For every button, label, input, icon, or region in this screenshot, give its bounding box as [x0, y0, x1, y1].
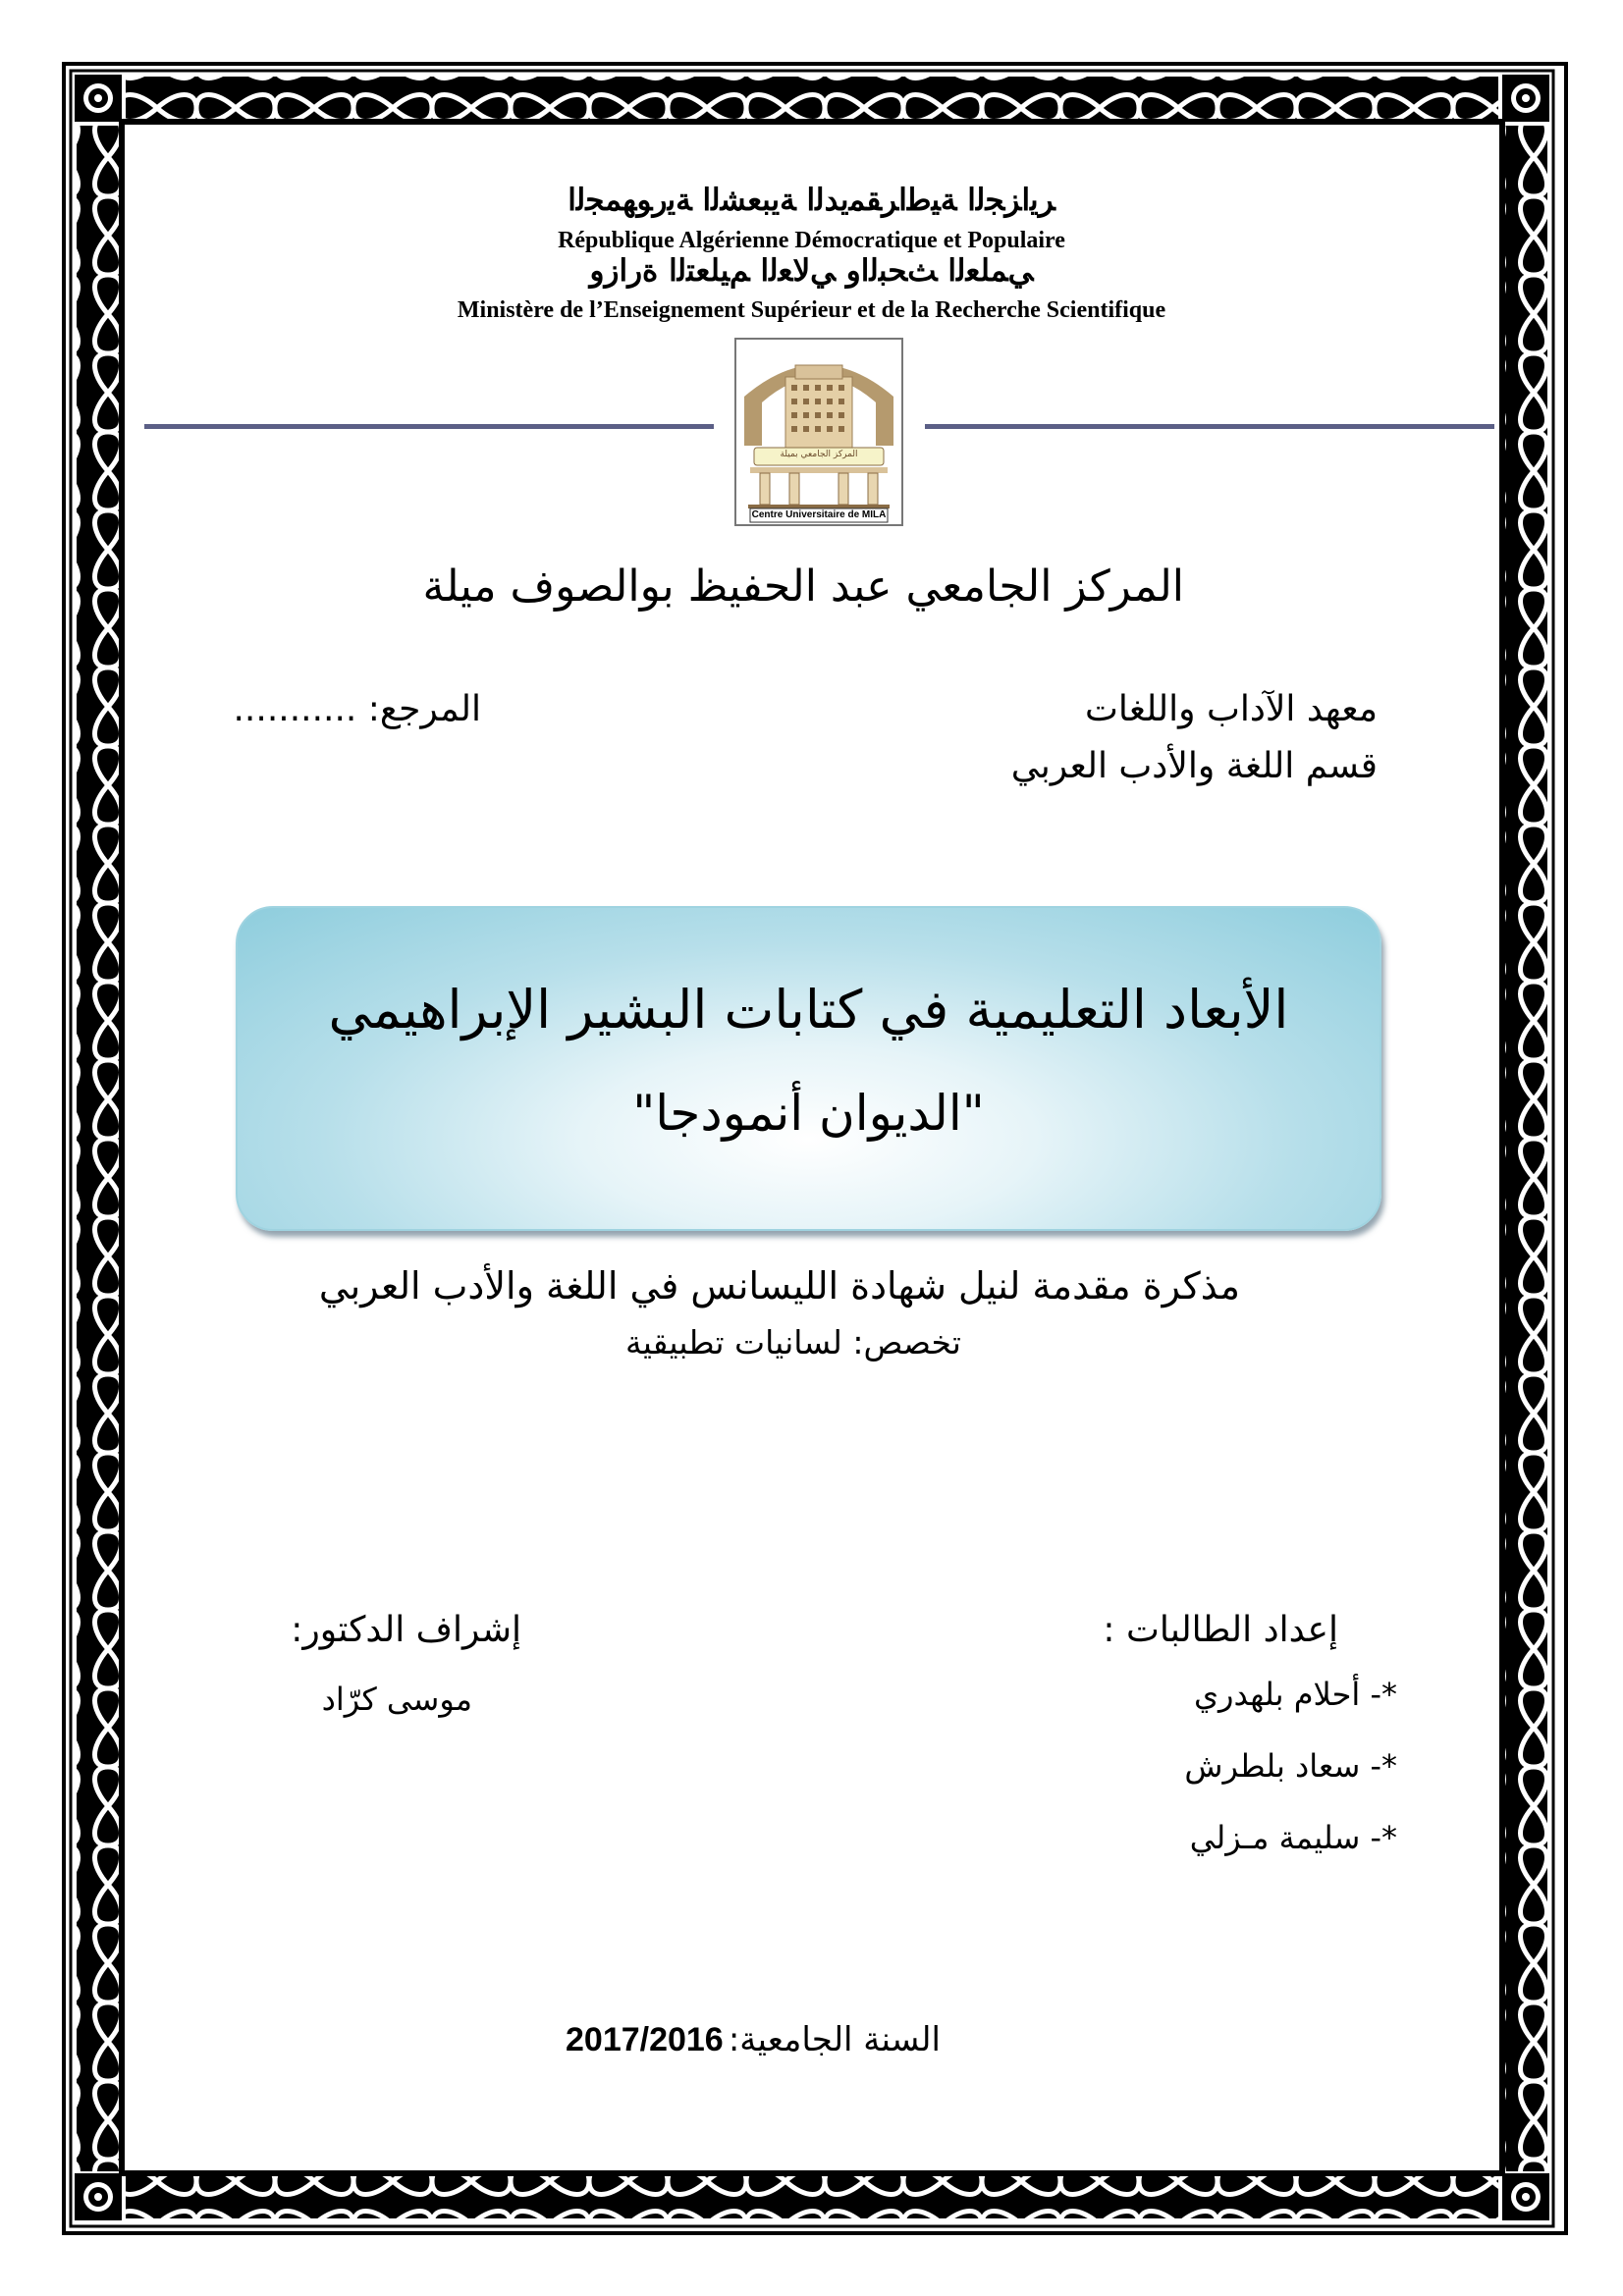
logo-caption: Centre Universitaire de MILA	[751, 509, 887, 520]
thesis-title: الأبعاد التعليمية في كتابات البشير الإبراهيمي	[328, 979, 1289, 1041]
students-label: إعداد الطالبات :	[1103, 1610, 1338, 1650]
supervisor-label: إشراف الدكتور:	[291, 1610, 521, 1650]
academic-year-label: السنة الجامعية:	[728, 2020, 941, 2059]
thesis-subtitle: "الديوان أنمودجا"	[632, 1085, 985, 1142]
header-rule-right	[925, 424, 1494, 429]
institute-name: معهد الآداب واللغات	[1085, 689, 1378, 729]
university-logo	[734, 338, 903, 526]
academic-year	[566, 2020, 941, 2059]
header-arabic-garbled-2: ﻲﻤﻠﻌﻟﺍ ﺚﺤﺒﻟﺍﻭ ﻲﻟﺎﻌﻟﺍ ﻢﻴﻠﻌﺘﻟﺍ ﺓﺭﺍﺯﻭ	[589, 253, 1034, 289]
institution-name: المركز الجامعي عبد الحفيظ بوالصوف ميلة	[422, 561, 1184, 612]
supervisor-name: موسى كرّاد	[321, 1681, 472, 1718]
memo-description: مذكرة مقدمة لنيل شهادة الليسانس في اللغة والأدب العربي	[318, 1264, 1240, 1308]
student-item: *- سليمة مـزلي	[1189, 1819, 1397, 1856]
header-arabic-garbled-1: ﺮﻳﺍﺰﺠﻟﺍ ﺔﻴﻃﺍﺮﻘﻤﻳﺪﻟﺍ ﺔﻳﺒﻌﺸﻟﺍ ﺔﻳﺭﻮﻬﻤﺠﻟﺍ	[568, 183, 1055, 218]
republic-name: République Algérienne Démocratique et Populaire	[558, 228, 1065, 253]
specialty: تخصص: لسانيات تطبيقية	[625, 1323, 961, 1362]
student-item: *- أحلام بلهدري	[1193, 1676, 1397, 1713]
department-name: قسم اللغة والأدب العربي	[1010, 746, 1378, 786]
reference-field: المرجع: ...........	[233, 689, 481, 729]
header-rule-left	[144, 424, 714, 429]
ministry-name: Ministère de l’Enseignement Supérieur et de la Recherche Scientifique	[457, 297, 1166, 323]
thesis-title-box	[236, 906, 1381, 1231]
logo-ribbon-text: المركز الجامعي بميلة	[780, 450, 858, 459]
academic-year-value: 2017/2016	[566, 2021, 724, 2058]
student-item: *- سعاد بلطرش	[1184, 1747, 1397, 1785]
